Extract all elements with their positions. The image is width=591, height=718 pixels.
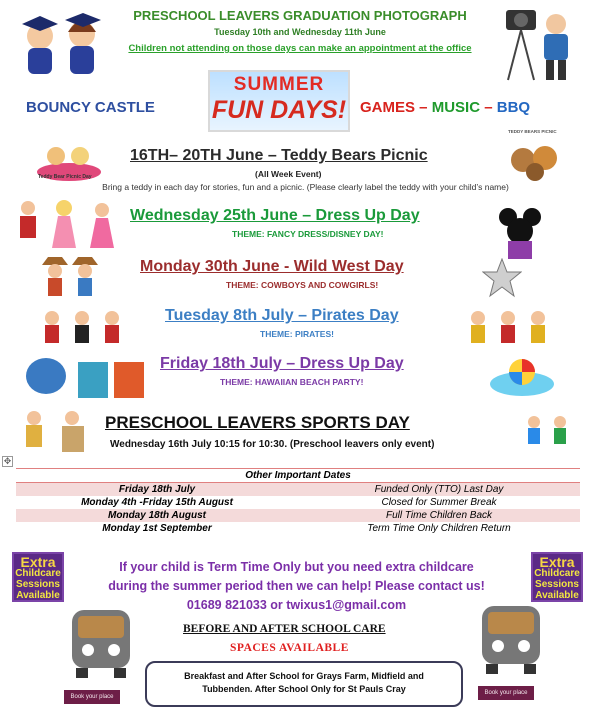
beach-ball-icon bbox=[488, 352, 556, 398]
graduation-title: PRESCHOOL LEAVERS GRADUATION PHOTOGRAPH bbox=[133, 8, 467, 23]
event-hawaiian-theme: THEME: HAWAIIAN BEACH PARTY! bbox=[220, 377, 364, 387]
important-dates-heading: Other Important Dates bbox=[16, 468, 580, 483]
event-wildwest-theme: THEME: COWBOYS AND COWGIRLS! bbox=[226, 280, 379, 290]
school-bus-right-icon bbox=[472, 598, 550, 678]
childcare-message bbox=[74, 558, 519, 615]
extra-childcare-badge-right bbox=[531, 552, 583, 602]
summer-fun-days-logo bbox=[208, 70, 350, 132]
sports-day-title: PRESCHOOL LEAVERS SPORTS DAY bbox=[105, 413, 410, 432]
pirate-mouse-icon bbox=[488, 205, 550, 261]
desc-cell: Full Time Children Back bbox=[385, 510, 493, 521]
childcare-contact: 01689 821033 or twixus1@gmail.com bbox=[186, 598, 407, 612]
book-place-button-right[interactable]: Book your place bbox=[478, 686, 534, 700]
bbq-text: BBQ bbox=[496, 99, 531, 116]
childcare-line-2: during the summer period then we can help! Please contact us! bbox=[108, 579, 485, 593]
badge-top: Extra bbox=[20, 554, 56, 570]
extra-childcare-badge-left bbox=[12, 552, 64, 602]
event-hawaiian-title: Friday 18th July – Dress Up Day bbox=[160, 355, 404, 372]
book-place-button-left[interactable]: Book your place bbox=[64, 690, 120, 704]
logo-line-2: FUN DAYS! bbox=[211, 96, 347, 124]
date-cell: Friday 18th July bbox=[118, 484, 196, 495]
teddy-left-caption: Teddy Bear Picnic Day bbox=[38, 174, 92, 180]
hawaiian-shirts-icon bbox=[22, 352, 148, 402]
event-pirates-title: Tuesday 8th July – Pirates Day bbox=[165, 307, 399, 324]
desc-cell: Funded Only (TTO) Last Day bbox=[374, 484, 504, 495]
badge-mid2: Sessions bbox=[16, 579, 60, 590]
games-text: GAMES bbox=[360, 99, 416, 116]
event-dressup-title: Wednesday 25th June – Dress Up Day bbox=[130, 207, 420, 224]
spaces-available: SPACES AVAILABLE bbox=[230, 642, 349, 654]
event-wildwest-title: Monday 30th June - Wild West Day bbox=[140, 258, 404, 275]
move-handle-icon[interactable]: ✥ bbox=[3, 456, 12, 466]
table-row bbox=[16, 496, 580, 509]
dash-1: – bbox=[415, 99, 432, 116]
badge-mid2: Sessions bbox=[535, 579, 579, 590]
event-teddy-desc: Bring a teddy in each day for stories, fun and a picnic. (Please clearly label the teddy with your child’s name) bbox=[102, 182, 509, 192]
table-row bbox=[16, 483, 580, 496]
graduation-note: Children not attending on those days can make an appointment at the office bbox=[128, 43, 472, 54]
pirates-left-icon bbox=[40, 306, 126, 346]
event-teddy-sub: (All Week Event) bbox=[255, 169, 322, 179]
sack-race-icon bbox=[16, 406, 92, 456]
care-box-line-2: Tubbenden. After School Only for St Pauls Cray bbox=[202, 684, 406, 694]
graduates-clipart-icon bbox=[10, 4, 110, 78]
important-dates-table bbox=[16, 468, 580, 535]
teddy-bears-right-icon bbox=[505, 136, 565, 182]
games-music-bbq-label bbox=[360, 99, 530, 116]
running-kids-icon bbox=[518, 412, 578, 454]
date-cell: Monday 1st September bbox=[102, 523, 212, 534]
sports-day-sub: Wednesday 16th July 10:15 for 10:30. (Preschool leavers only event) bbox=[110, 439, 435, 450]
school-bus-left-icon bbox=[62, 602, 140, 682]
music-text: MUSIC bbox=[431, 99, 481, 116]
badge-bot: Available bbox=[16, 590, 60, 601]
desc-cell: Closed for Summer Break bbox=[381, 497, 497, 508]
date-cell: Monday 4th -Friday 15th August bbox=[81, 497, 233, 508]
care-info-box bbox=[145, 661, 463, 707]
event-dressup-theme: THEME: FANCY DRESS/DISNEY DAY! bbox=[232, 229, 384, 239]
badge-bot: Available bbox=[535, 590, 579, 601]
disney-characters-icon bbox=[14, 196, 120, 252]
sheriff-star-icon bbox=[482, 258, 522, 298]
teddy-right-caption: TEDDY BEARS PICNIC bbox=[508, 129, 557, 134]
badge-mid: Childcare bbox=[15, 568, 61, 579]
dash-2: – bbox=[480, 99, 497, 116]
pirates-right-icon bbox=[466, 306, 552, 346]
care-heading: BEFORE AND AFTER SCHOOL CARE bbox=[183, 623, 386, 635]
childcare-line-1: If your child is Term Time Only but you need extra childcare bbox=[119, 560, 474, 574]
table-row bbox=[16, 522, 580, 535]
bouncy-castle-label: BOUNCY CASTLE bbox=[26, 99, 155, 116]
event-teddy-title: 16TH– 20TH June – Teddy Bears Picnic bbox=[130, 147, 428, 164]
desc-cell: Term Time Only Children Return bbox=[367, 523, 511, 534]
badge-top: Extra bbox=[539, 554, 575, 570]
date-cell: Monday 18th August bbox=[108, 510, 206, 521]
graduation-dates: Tuesday 10th and Wednesday 11th June bbox=[214, 27, 386, 37]
cowboys-icon bbox=[40, 253, 100, 299]
badge-mid: Childcare bbox=[534, 568, 580, 579]
event-pirates-theme: THEME: PIRATES! bbox=[260, 329, 334, 339]
logo-line-1: SUMMER bbox=[233, 74, 325, 95]
cameraman-clipart-icon bbox=[496, 4, 580, 84]
table-row bbox=[16, 509, 580, 522]
care-box-line-1: Breakfast and After School for Grays Farm, Midfield and bbox=[184, 671, 424, 681]
